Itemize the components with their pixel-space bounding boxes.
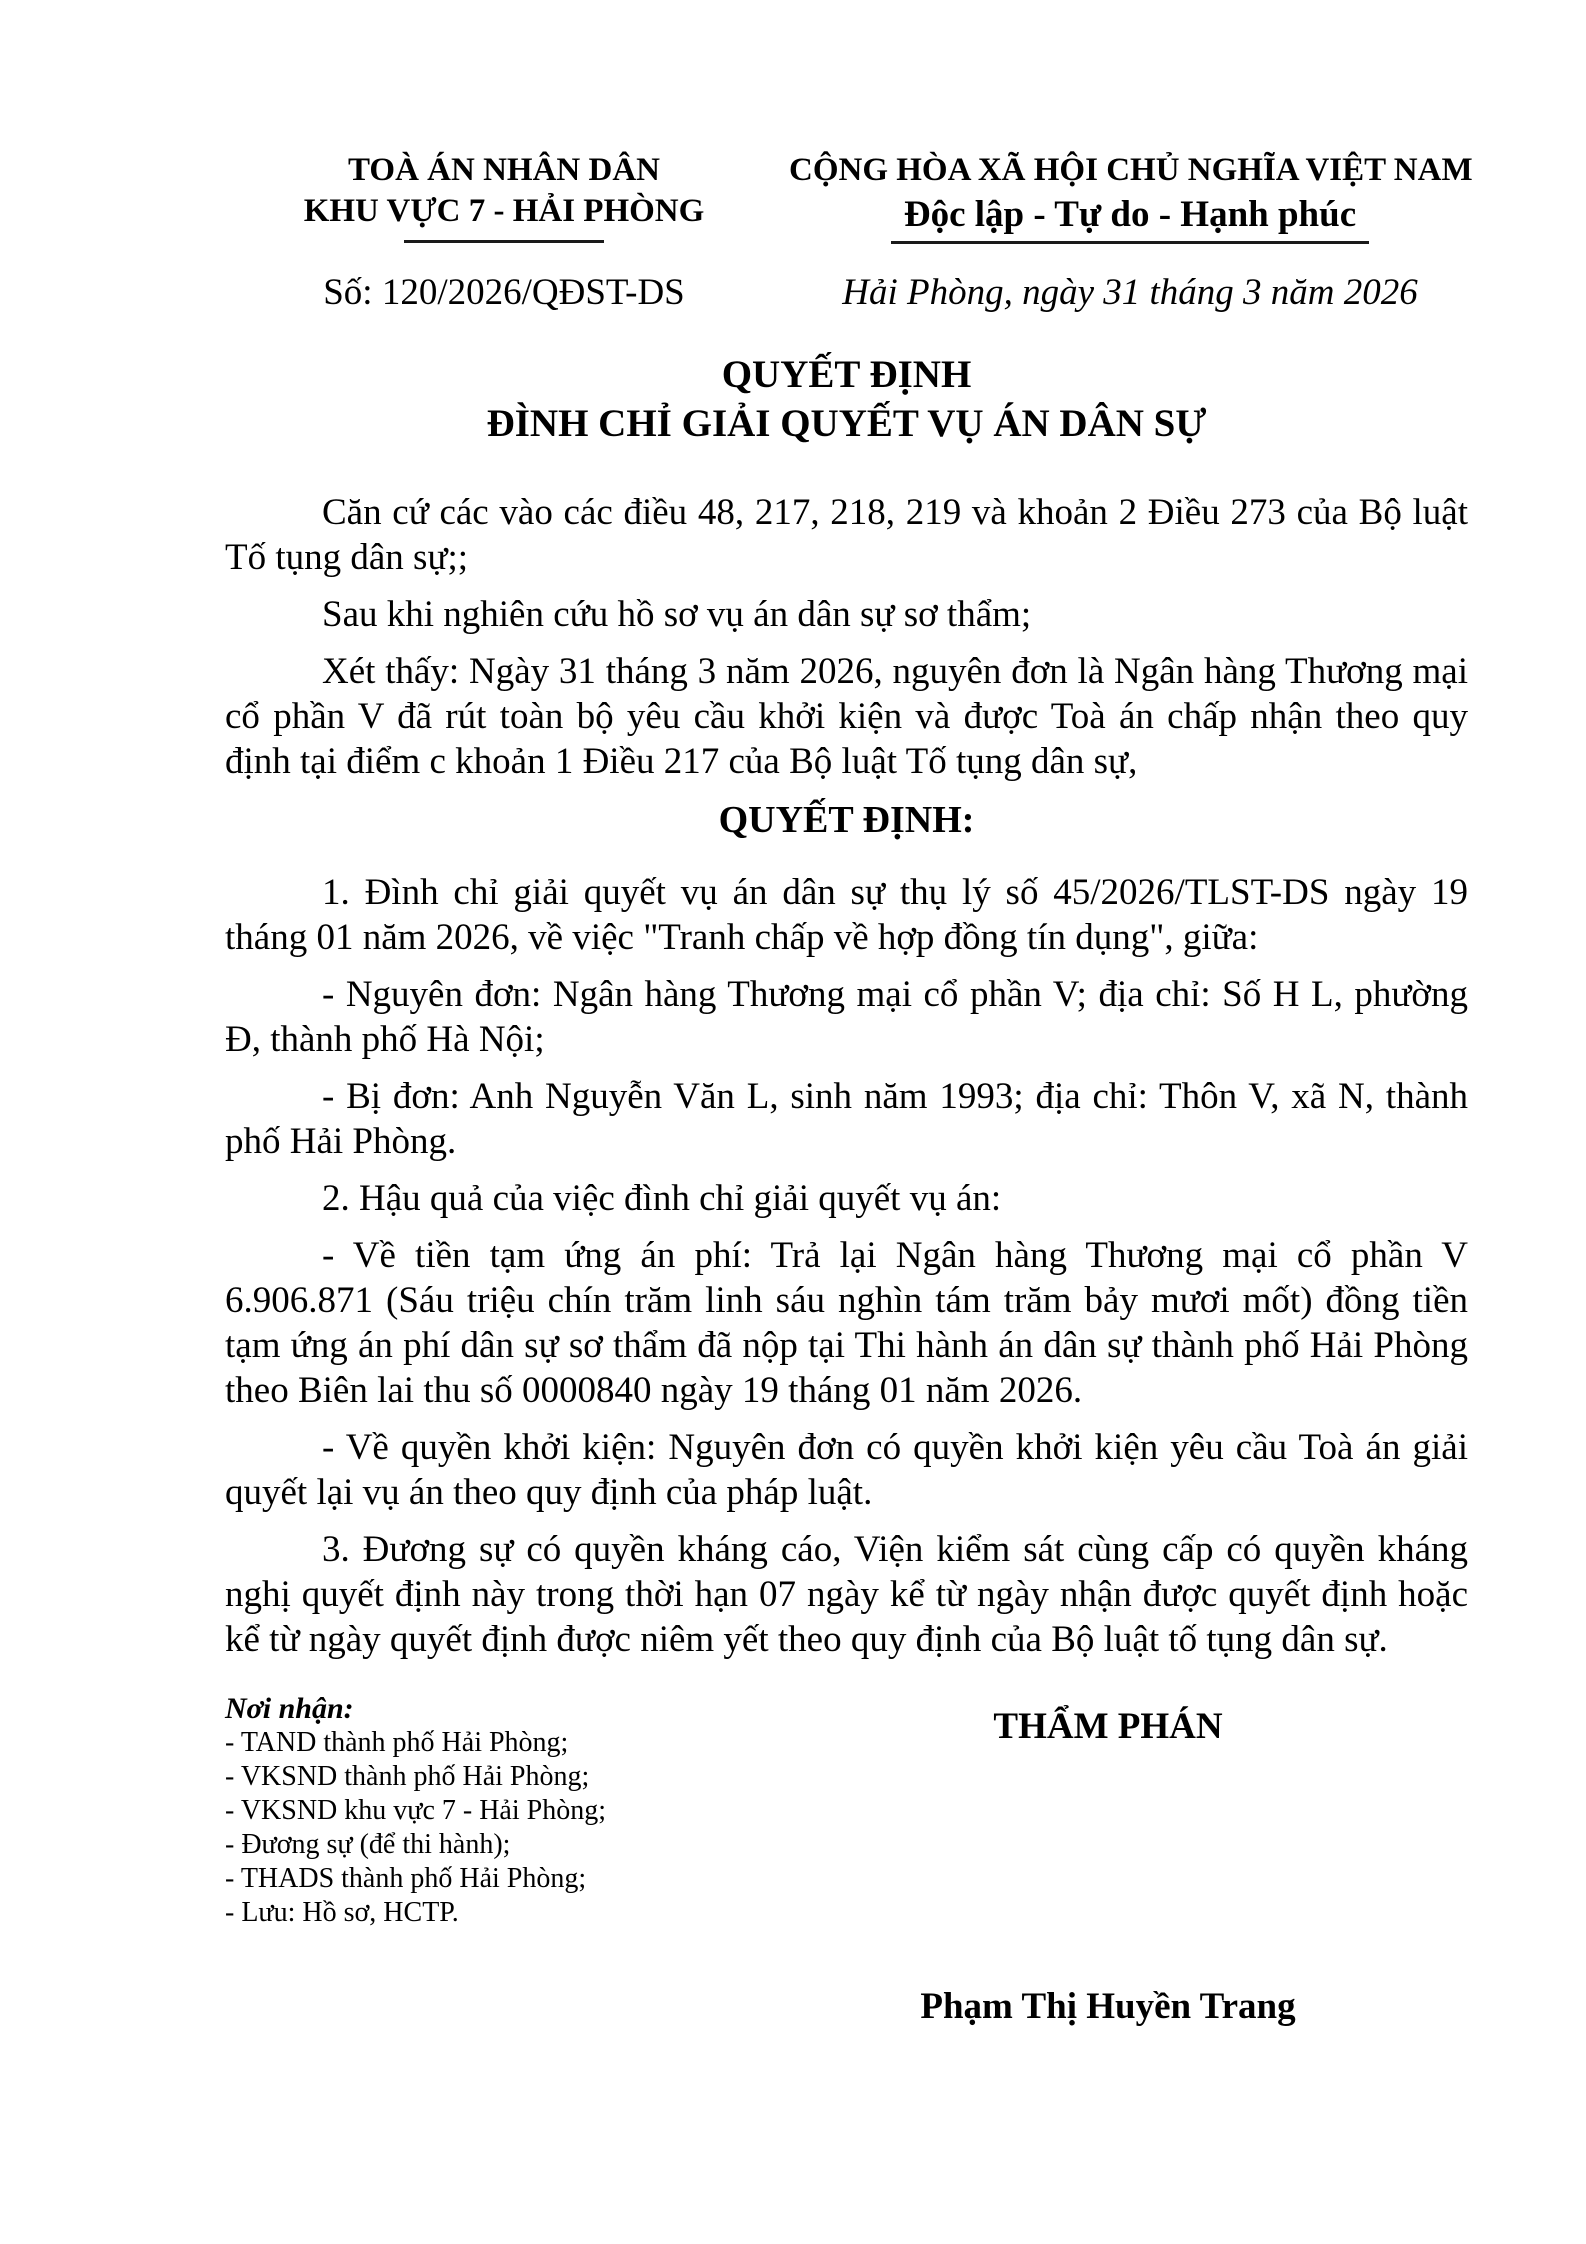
article-paragraph-4: 2. Hậu quả của việc đình chỉ giải quyết vụ án: — [322, 1178, 1002, 1219]
footer-row — [0, 1692, 1586, 2030]
national-header-block — [789, 150, 1471, 244]
document-meta-row — [0, 270, 1586, 316]
document-number-cell — [230, 270, 778, 316]
document-number: Số: 120/2026/QĐST-DS — [323, 272, 685, 313]
recipient-item-3: - VKSND khu vực 7 - Hải Phòng; — [225, 1795, 606, 1826]
national-motto-line1: CỘNG HÒA XÃ HỘI CHỦ NGHĨA VIỆT NAM — [789, 152, 1473, 188]
document-title-line1: QUYẾT ĐỊNH — [721, 353, 972, 396]
recipients-label: Nơi nhận: — [225, 1692, 354, 1725]
place-date-cell — [789, 270, 1471, 316]
article-paragraph-7: 3. Đương sự có quyền kháng cáo, Viện kiểm sát cùng cấp có quyền kháng nghị quyết định này trong thời hạn 07 ngày kể từ ngày nhận được quyết định hoặc kể từ ngày quyết định được niêm yết theo quy định của Bộ luật tố tụng dân sự. — [225, 1529, 1468, 1660]
recipient-item-5: - THADS thành phố Hải Phòng; — [225, 1863, 587, 1894]
court-name-line2: KHU VỰC 7 - HẢI PHÒNG — [303, 193, 705, 229]
article-paragraph-6: - Về quyền khởi kiện: Nguyên đơn có quyền khởi kiện yêu cầu Toà án giải quyết lại vụ án theo quy định của pháp luật. — [225, 1427, 1468, 1513]
decision-heading: QUYẾT ĐỊNH: — [718, 799, 975, 841]
recipient-item-1: - TAND thành phố Hải Phòng; — [225, 1727, 569, 1758]
place-date: Hải Phòng, ngày 31 tháng 3 năm 2026 — [842, 272, 1418, 313]
recipient-item-2: - VKSND thành phố Hải Phòng; — [225, 1761, 590, 1792]
court-header-block — [230, 150, 778, 244]
signer-role: THẨM PHÁN — [993, 1706, 1223, 1747]
signer-name: Phạm Thị Huyền Trang — [920, 1986, 1296, 2027]
national-motto-underline — [891, 241, 1369, 244]
document-header — [0, 150, 1586, 244]
recipient-item-4: - Đương sự (để thi hành); — [225, 1829, 511, 1860]
recipient-item-6: - Lưu: Hồ sơ, HCTP. — [225, 1897, 459, 1928]
court-header-underline — [404, 240, 604, 243]
article-paragraph-3: - Bị đơn: Anh Nguyễn Văn L, sinh năm 1993; địa chỉ: Thôn V, xã N, thành phố Hải Phòng. — [225, 1076, 1468, 1162]
court-name-line1: TOÀ ÁN NHÂN DÂN — [348, 152, 660, 188]
document-body — [0, 490, 1586, 1662]
preamble-paragraph-2: Sau khi nghiên cứu hồ sơ vụ án dân sự sơ thẩm; — [322, 594, 1032, 635]
national-motto-line2: Độc lập - Tự do - Hạnh phúc — [903, 194, 1357, 235]
article-paragraph-2: - Nguyên đơn: Ngân hàng Thương mại cổ phần V; địa chỉ: Số H L, phường Đ, thành phố Hà Nội; — [225, 974, 1468, 1060]
document-title-line2: ĐÌNH CHỈ GIẢI QUYẾT VỤ ÁN DÂN SỰ — [486, 402, 1207, 445]
signature-block — [798, 1692, 1418, 2030]
preamble-paragraph-3: Xét thấy: Ngày 31 tháng 3 năm 2026, nguyên đơn là Ngân hàng Thương mại cổ phần V đã rút toàn bộ yêu cầu khởi kiện và được Toà án chấp nhận theo quy định tại điểm c khoản 1 Điều 217 của Bộ luật Tố tụng dân sự, — [225, 651, 1468, 782]
recipients-block — [225, 1692, 606, 1930]
preamble-paragraph-1: Căn cứ các vào các điều 48, 217, 218, 219 và khoản 2 Điều 273 của Bộ luật Tố tụng dân sự;; — [225, 492, 1468, 578]
article-paragraph-5: - Về tiền tạm ứng án phí: Trả lại Ngân hàng Thương mại cổ phần V 6.906.871 (Sáu triệu chín trăm linh sáu nghìn tám trăm bảy mươi mốt) đồng tiền tạm ứng án phí dân sự sơ thẩm đã nộp tại Thi hành án dân sự thành phố Hải Phòng theo Biên lai thu số 0000840 ngày 19 tháng 01 năm 2026. — [225, 1235, 1468, 1411]
article-paragraph-1: 1. Đình chỉ giải quyết vụ án dân sự thụ lý số 45/2026/TLST-DS ngày 19 tháng 01 năm 2026, về việc "Tranh chấp về hợp đồng tín dụng", giữa: — [225, 872, 1468, 958]
document-title — [0, 350, 1586, 448]
